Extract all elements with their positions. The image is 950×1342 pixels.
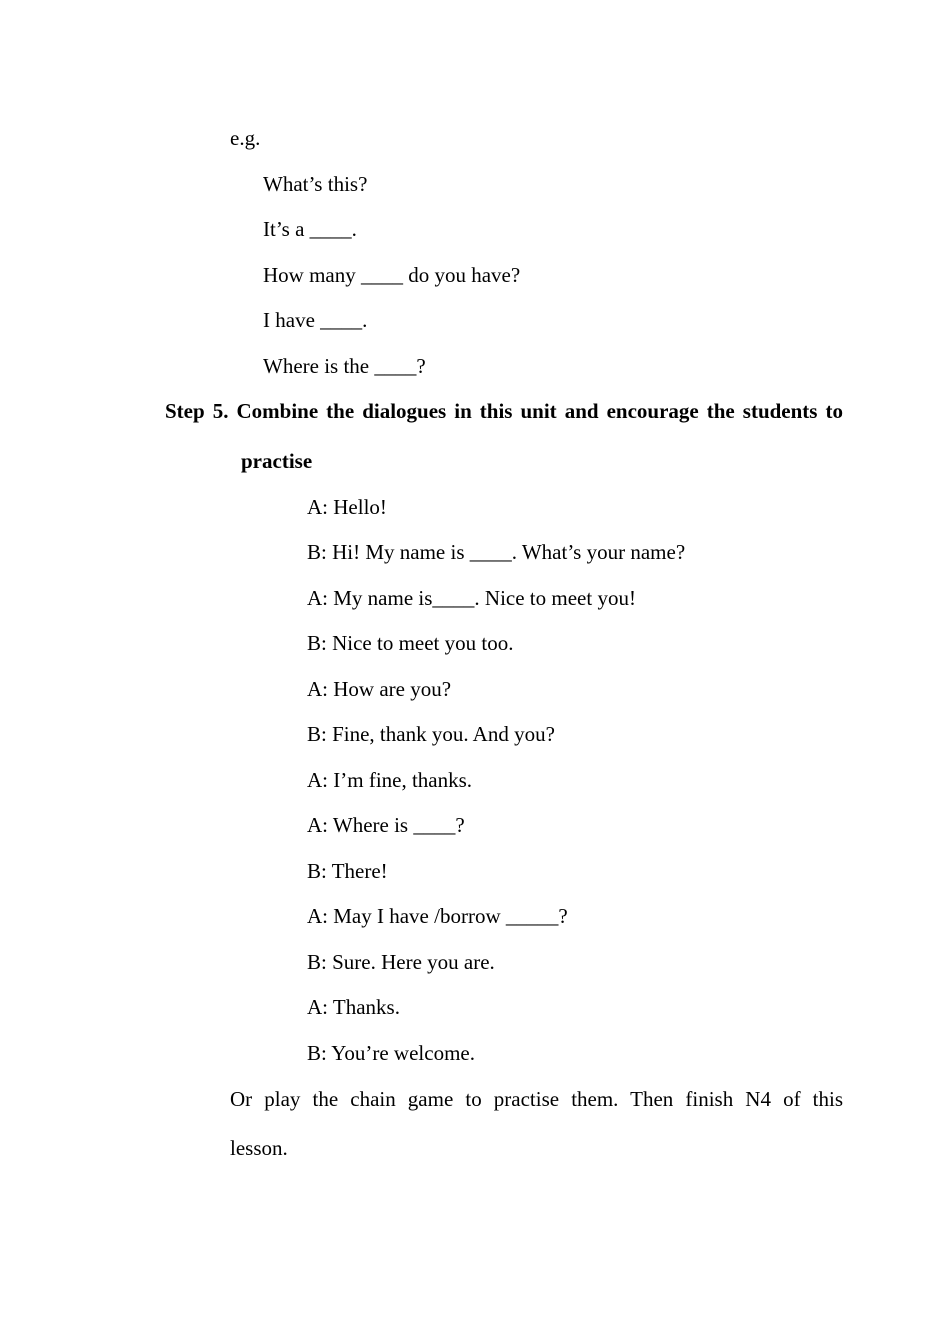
dialogue-line: B: You’re welcome.	[307, 1041, 475, 1065]
dialogue-line: A: Hello!	[307, 495, 387, 519]
example-line: How many ____ do you have?	[263, 263, 521, 287]
dialogue-line: A: How are you?	[307, 677, 452, 701]
example-line: Where is the ____?	[263, 354, 426, 378]
dialogue-line: A: My name is____. Nice to meet you!	[307, 586, 636, 610]
dialogue-line: B: Hi! My name is ____. What’s your name?	[307, 540, 686, 564]
example-label: e.g.	[230, 126, 261, 150]
dialogue-line: B: Fine, thank you. And you?	[307, 722, 555, 746]
example-line: What’s this?	[263, 172, 368, 196]
example-line: I have ____.	[263, 308, 368, 332]
example-line: It’s a ____.	[263, 217, 357, 241]
step5-heading-continued: practise	[241, 449, 313, 473]
dialogue-line: B: Nice to meet you too.	[307, 631, 514, 655]
dialogue-line: A: Where is ____?	[307, 813, 465, 837]
dialogue-line: A: I’m fine, thanks.	[307, 768, 473, 792]
dialogue-line: B: Sure. Here you are.	[307, 950, 495, 974]
dialogue-line: B: There!	[307, 859, 388, 883]
dialogue-line: A: Thanks.	[307, 995, 400, 1019]
closing-paragraph-continued: lesson.	[230, 1136, 288, 1160]
step5-heading: Step 5. Combine the dialogues in this unit and encourage the students to	[165, 399, 843, 423]
closing-paragraph: Or play the chain game to practise them. Then finish N4 of this	[230, 1087, 843, 1111]
dialogue-line: A: May I have /borrow _____?	[307, 904, 568, 928]
